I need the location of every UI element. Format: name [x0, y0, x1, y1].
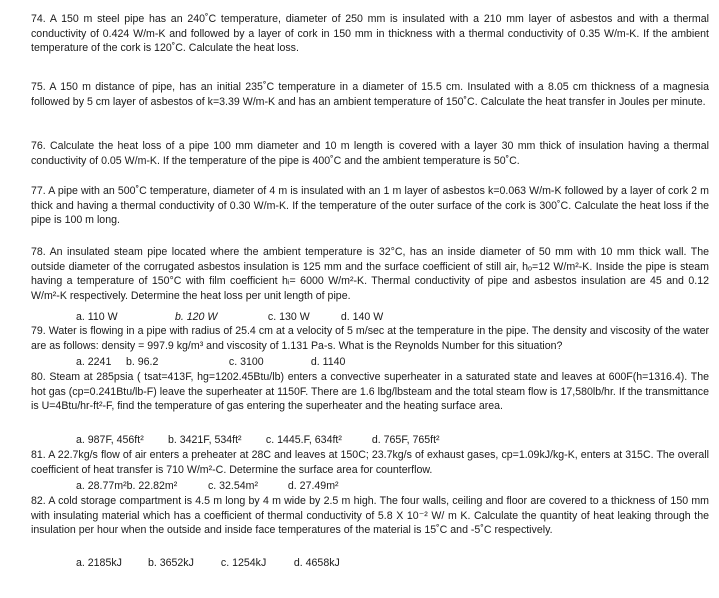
option-c: c. 1445.F, 634ft² — [265, 434, 342, 446]
option-d: d. 27.49m² — [287, 480, 339, 492]
problem-79-options — [76, 355, 345, 370]
problem-75: 75. A 150 m distance of pipe, has an initial 235˚C temperature in a diameter of 15.5 cm. Insulated with a 8.05 cm thickness of a magnesia followed by 5 cm layer of asbestos of k=3.39 W/m-K and has an ambient temperature of 150˚C. Calculate the heat transfer in Joules per minute. — [31, 81, 709, 108]
option-b: b. 3652kJ — [147, 557, 194, 569]
option-a: a. 110 W — [76, 311, 118, 323]
problem-78: 78. An insulated steam pipe located where the ambient temperature is 32°C, has an inside diameter of 50 mm with 10 mm thick wall. The outside diameter of the corrugated asbestos insulation is 125 mm and the surface coefficient of still air, hₒ=12 W/m²-K. Inside the pipe is steam having a temperature of 150°C with film coefficient hᵢ= 6000 W/m²-K. Thermal conductivity of pipe and asbestos insulation are 45 and 0.12 W/m²-K respectively. Determine the heat loss per unit length of pipe. — [31, 246, 709, 302]
problem-78-options — [76, 310, 383, 325]
option-c: c. 130 W — [267, 311, 310, 323]
option-a: a. 2185kJ — [76, 557, 122, 569]
option-d: d. 4658kJ — [293, 557, 340, 569]
option-d: d. 140 W — [340, 311, 384, 323]
option-b: b. 3421F, 534ft² — [167, 434, 242, 446]
problem-81: 81. A 22.7kg/s flow of air enters a preheater at 28C and leaves at 150C; 23.7kg/s of exhaust gases, cp=1.09kJ/kg-K, enters at 315C. The overall coefficient of heat transfer is 710 W/m²-C. Determine the surface area for counterflow. — [31, 449, 709, 476]
problem-76: 76. Calculate the heat loss of a pipe 100 mm diameter and 10 m length is covered with a layer 30 mm thick of insulation having a thermal conductivity of 0.05 W/m-K. If the temperature of the pipe is 400˚C and the ambient temperature is 50˚C. — [31, 140, 709, 167]
option-a: a. 987F, 456ft² — [76, 434, 144, 446]
problem-79: 79. Water is flowing in a pipe with radius of 25.4 cm at a velocity of 5 m/sec at the temperature in the pipe. The density and viscosity of the water are as follows: density = 997.9 kg/m³ and viscosity of 1.131 Pa-s. What is the Reynolds Number for this situation? — [31, 325, 709, 352]
option-a: a. 2241 — [76, 356, 112, 368]
option-d: d. 1140 — [310, 356, 346, 368]
problem-82-options — [76, 556, 340, 571]
option-b: b. 96.2 — [125, 356, 159, 368]
option-c: c. 32.54m² — [207, 480, 258, 492]
problem-80: 80. Steam at 285psia ( tsat=413F, hg=1202.45Btu/lb) enters a convective superheater in a saturated state and leaves at 600F(h=1316.4). The hot gas (cp=0.241Btu/lb-F) leave the superheater at 1150F. There are 1.6 lbg/lbsteam and the total steam flow is 17,580lb/hr. If the transmittance is U=4Btu/hr-ft²-F, find the temperature of gas entering the superheater and the heating surface area. — [31, 371, 709, 413]
problem-77: 77. A pipe with an 500˚C temperature, diameter of 4 m is insulated with an 1 m layer of asbestos k=0.063 W/m-K followed by a layer of cork 2 m thick and having a thermal conductivity of 0.30 W/m-K. If the temperature of the outer surface of the cork is 300˚C. Calculate the heat loss if the pipe is 100 m long. — [31, 185, 709, 227]
problem-82: 82. A cold storage compartment is 4.5 m long by 4 m wide by 2.5 m high. The four walls, ceiling and floor are covered to a thickness of 150 mm with insulating material which has a coefficient of thermal conductivity of 5.8 X 10⁻² W/ m K. Calculate the quantity of heat leaking through the insulation per hour when the outside and inside face temperatures of the material is 15˚C and -5˚C respectively. — [31, 495, 709, 537]
option-d: d. 765F, 765ft² — [371, 434, 440, 446]
option-c: c. 1254kJ — [220, 557, 267, 569]
problem-80-options — [76, 433, 440, 448]
option-b: b. 120 W — [174, 311, 218, 323]
problem-81-options — [76, 479, 339, 494]
option-ab: a. 28.77m²b. 22.82m² — [76, 480, 178, 492]
problem-74: 74. A 150 m steel pipe has an 240˚C temperature, diameter of 250 mm is insulated with a 210 mm layer of asbestos and with a thermal conductivity of 0.424 W/m-K and followed by a layer of cork in 150 mm in thickness with a thermal conductivity of 0.35 W/m-K. If the ambient temperature of the cork is 120˚C. Calculate the heat loss. — [31, 13, 709, 55]
option-c: c. 3100 — [228, 356, 264, 368]
